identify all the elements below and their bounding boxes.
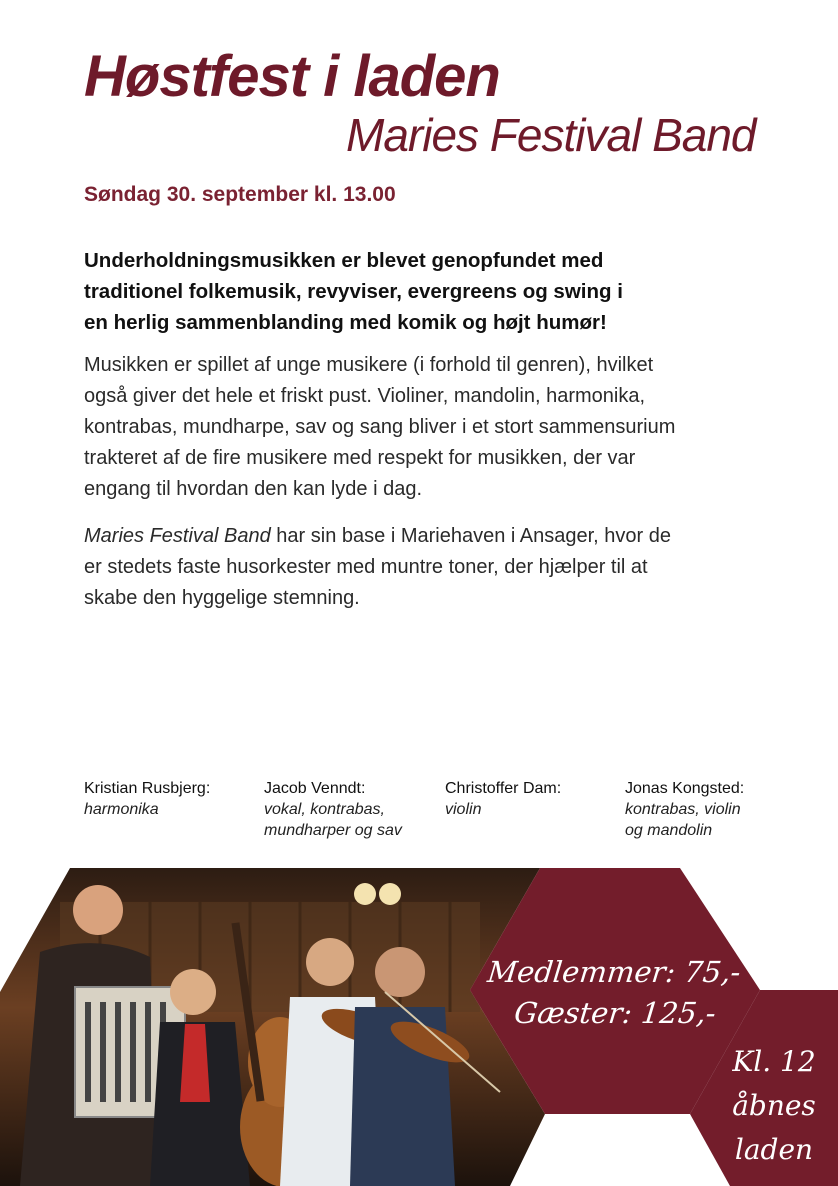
event-date: Søndag 30. september kl. 13.00 xyxy=(84,183,396,206)
opening-line: laden xyxy=(734,1133,814,1166)
musician-role: kontrabas, violin xyxy=(625,801,741,818)
paragraph-line: skabe den hyggelige stemning. xyxy=(84,587,360,609)
musician-name: Christoffer Dam: xyxy=(445,780,562,797)
musician-name: Kristian Rusbjerg: xyxy=(84,780,211,797)
intro-line: traditionel folkemusik, revyviser, evergreens og swing i xyxy=(84,280,623,303)
opening-line: Kl. 12 xyxy=(732,1045,816,1078)
musician-christoffer xyxy=(445,778,561,820)
musician-role: harmonika xyxy=(84,801,159,818)
band-subtitle: Maries Festival Band xyxy=(346,109,756,161)
musician-role: violin xyxy=(445,801,482,818)
musician-jonas xyxy=(625,778,744,841)
musician-kristian xyxy=(84,778,210,820)
paragraph-line: engang til hvordan den kan lyde i dag. xyxy=(84,478,423,500)
opening-info xyxy=(714,1040,834,1172)
page-title: Høstfest i laden xyxy=(84,44,500,109)
price-guests: Gæster: 125,- xyxy=(512,996,718,1030)
band-name-inline: Maries Festival Band xyxy=(84,525,271,547)
paragraph-line: er stedets faste husorkester med muntre toner, der hjælper til at xyxy=(84,556,648,578)
intro-line: Underholdningsmusikken er blevet genopfundet med xyxy=(84,249,604,272)
description-paragraph-1 xyxy=(84,350,724,505)
description-paragraph-2 xyxy=(84,521,724,614)
intro-line: en herlig sammenblanding med komik og højt humør! xyxy=(84,311,607,334)
musician-role: mundharper og sav xyxy=(264,822,402,839)
paragraph-line: også giver det hele et friskt pust. Violiner, mandolin, harmonika, xyxy=(84,385,646,407)
musician-role: vokal, kontrabas, xyxy=(264,801,385,818)
intro-text xyxy=(84,245,684,338)
paragraph-line xyxy=(84,521,724,552)
band-photo xyxy=(0,862,560,1186)
price-members: Medlemmer: 75,- xyxy=(485,955,743,989)
musician-name: Jacob Venndt: xyxy=(264,780,366,797)
paragraph-line: trakteret af de fire musikere med respekt for musikken, der var xyxy=(84,447,636,469)
paragraph-line: Musikken er spillet af unge musikere (i forhold til genren), hvilket xyxy=(84,354,654,376)
paragraph-line-rest: har sin base i Mariehaven i Ansager, hvor de xyxy=(270,525,671,547)
musician-jacob xyxy=(264,778,402,841)
opening-line: åbnes xyxy=(732,1089,816,1122)
musician-name: Jonas Kongsted: xyxy=(625,780,745,797)
paragraph-line: kontrabas, mundharpe, sav og sang bliver i et stort sammensurium xyxy=(84,416,676,438)
musician-role: og mandolin xyxy=(625,822,713,839)
